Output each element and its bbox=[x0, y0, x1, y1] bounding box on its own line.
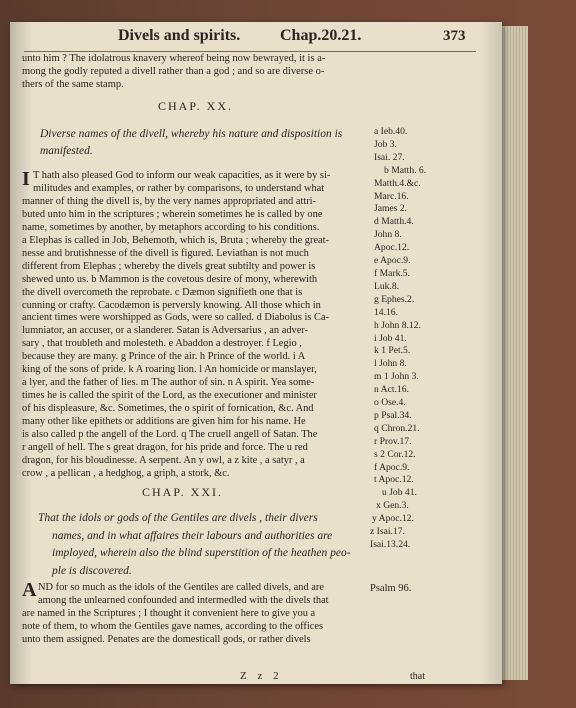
drop-cap-i: I bbox=[22, 168, 30, 190]
margin-note: e Apoc.9. bbox=[374, 255, 411, 267]
text-line: mong the godly reputed a divell rather than a god ; and so are diverse o- bbox=[22, 65, 325, 77]
text-line: many other like epithets or additions are given him for his name. He bbox=[22, 416, 306, 428]
text-line: lumniator, an accuser, or a slanderer. Satan is Adversarius , an adver- bbox=[22, 325, 309, 337]
margin-note: l John 8. bbox=[374, 358, 407, 370]
text-line: king of the sons of pride. k A roaring lion. l An homicide or manslayer, bbox=[22, 364, 317, 376]
text-line: different from Elephas ; whereby the divels great subtilty and power is bbox=[22, 260, 316, 272]
text-line: of his displeasure, &c. Sometimes, the o spirit of fornication, &c. And bbox=[22, 403, 314, 415]
chapter-20-title bbox=[40, 126, 342, 160]
margin-note: q Chron.21. bbox=[374, 422, 420, 434]
text-line: T hath also pleased God to inform our weak capacities, as it were by si- bbox=[33, 170, 331, 181]
margin-note: Matth.4.&c. bbox=[374, 177, 421, 189]
text-line: is also called p the angell of the Lord. q The cruell angell of Satan. The bbox=[22, 429, 318, 441]
margin-psalm: Psalm 96. bbox=[370, 583, 412, 594]
title-line: imployed, wherein also the blind superstition of the heathen peo- bbox=[52, 547, 351, 559]
margin-note: Marc.16. bbox=[374, 190, 409, 202]
title-line: Diverse names of the divell, whereby his nature and disposition is bbox=[40, 128, 343, 140]
margin-note: p Psal.34. bbox=[374, 409, 412, 421]
chapter-21-title bbox=[38, 510, 351, 580]
text-line: militudes and examples, or rather by comparisons, to understand what bbox=[33, 182, 325, 194]
text-line: nesse and brutishnesse of the divell is figured. Leviathan is not much bbox=[22, 247, 309, 259]
text-line: unto him ? The idolatrous knavery whereof being now bewrayed, it is a- bbox=[22, 53, 326, 64]
margin-note: s 2 Cor.12. bbox=[374, 448, 416, 460]
margin-note: r Prov.17. bbox=[374, 435, 412, 447]
margin-note: James 2. bbox=[374, 203, 408, 215]
chapter-20-body bbox=[22, 170, 331, 481]
margin-note: i Job 41. bbox=[374, 332, 407, 344]
page-number: 373 bbox=[443, 28, 466, 44]
text-line: r angell of hell. The s great dragon, for his pride and force. The u red bbox=[22, 442, 308, 454]
margin-notes bbox=[370, 126, 427, 552]
margin-note: Apoc.12. bbox=[374, 242, 410, 254]
drop-cap-a: A bbox=[22, 579, 37, 601]
margin-note: Isai. 27. bbox=[374, 151, 405, 163]
margin-note: k 1 Pet.5. bbox=[374, 345, 411, 357]
catchword: that bbox=[410, 671, 425, 682]
margin-note: z Isai.17. bbox=[370, 526, 405, 538]
title-line: names, and in what affaires their labours and authorities are bbox=[52, 529, 333, 542]
text-line: buted unto him in the scriptures ; wherein sometimes he is called by one bbox=[22, 208, 323, 220]
text-line: sary , that troubleth and molesteth. e Abaddon a destroyer. f Legio , bbox=[22, 338, 302, 350]
text-line: name, sometimes by another, by metaphors according to his conditions. bbox=[22, 221, 320, 233]
margin-note: 14.16. bbox=[374, 306, 398, 318]
margin-note: b Matth. 6. bbox=[384, 164, 427, 176]
title-line: manifested. bbox=[40, 145, 93, 157]
margin-note: t Apoc.12. bbox=[374, 474, 414, 486]
text-line: ND for so much as the idols of the Gentiles are called divels, and are bbox=[38, 582, 324, 593]
title-line: ple is discovered. bbox=[52, 564, 132, 577]
top-paragraph bbox=[22, 53, 325, 91]
margin-note: John 8. bbox=[374, 229, 402, 241]
margin-note: n Act.16. bbox=[374, 384, 409, 396]
margin-note: f Apoc.9. bbox=[374, 461, 410, 473]
margin-note: o Ose.4. bbox=[374, 397, 406, 409]
margin-note: d Matth.4. bbox=[374, 216, 414, 228]
margin-note: Job 3. bbox=[374, 138, 397, 150]
text-line: times he is called the spirit of the Lord, as the executioner and minister bbox=[22, 390, 317, 402]
margin-note: u Job 41. bbox=[382, 487, 417, 499]
header-rule bbox=[24, 51, 476, 52]
margin-note: y Apoc.12. bbox=[372, 513, 414, 525]
text-line: because they are many. g Prince of the air. h Prince of the world. i A bbox=[22, 351, 306, 363]
page-edges bbox=[502, 26, 528, 680]
text-line: a Elephas is called in Job, Behemoth, which is, Bruta ; whereby the great- bbox=[22, 234, 330, 246]
text-line: shewed unto us. b Mammon is the covetous desire of mony, wherewith bbox=[22, 273, 318, 285]
running-title: Divels and spirits. bbox=[118, 27, 241, 44]
chapter-21-body bbox=[22, 581, 329, 646]
margin-note: Luk.8. bbox=[374, 280, 400, 292]
text-line: cunning or crafty. Cacodæmon is perversly knowing. All those which in bbox=[22, 299, 321, 311]
text-line: the divell overcometh the reprobate. c Dæmon signifieth one that is bbox=[22, 286, 303, 298]
text-line: dragon, for his bloudinesse. A serpent. An y owl, a z kite , a satyr , a bbox=[22, 454, 305, 466]
signature-mark: Z z 2 bbox=[240, 670, 283, 682]
margin-note: Isai.13.24. bbox=[370, 539, 411, 550]
margin-note: x Gen.3. bbox=[376, 500, 409, 512]
text-line: unto them assigned. Penates are the domesticall gods, or rather divels bbox=[22, 634, 311, 645]
title-line: That the idols or gods of the Gentiles are divels , their divers bbox=[38, 512, 318, 524]
chapter-20-heading: CHAP. XX. bbox=[158, 99, 234, 113]
text-line: among the unlearned confounded and intermedled with the divels that bbox=[38, 595, 329, 606]
text-line: crow , a pellican , a hedghog, a griph, a stork, &c. bbox=[22, 467, 230, 479]
text-line: thers of the same stamp. bbox=[22, 78, 124, 90]
text-line: are named in the Scriptures ; I thought it convenient here to give you a bbox=[22, 608, 316, 619]
text-line: ancient times were worshipped as Gods, were so called. d Diabolus is Ca- bbox=[22, 312, 330, 324]
margin-note: g Ephes.2. bbox=[374, 293, 415, 305]
text-line: manner of thing the divell is, by the very names appropriated and attri- bbox=[22, 195, 317, 207]
text-line: note of them, to whom the Gentiles gave names, according to the offices bbox=[22, 621, 324, 632]
margin-note: a Ieb.40. bbox=[374, 126, 408, 137]
margin-note: m 1 John 3. bbox=[374, 371, 419, 383]
running-chapter: Chap.20.21. bbox=[280, 27, 362, 44]
text-line: a lyer, and the father of lies. m The author of sin. n A spirit. Yea some- bbox=[22, 377, 315, 389]
margin-note: f Mark.5. bbox=[374, 267, 410, 279]
margin-note: h John 8.12. bbox=[374, 319, 421, 331]
chapter-21-heading: CHAP. XXI. bbox=[142, 485, 224, 499]
